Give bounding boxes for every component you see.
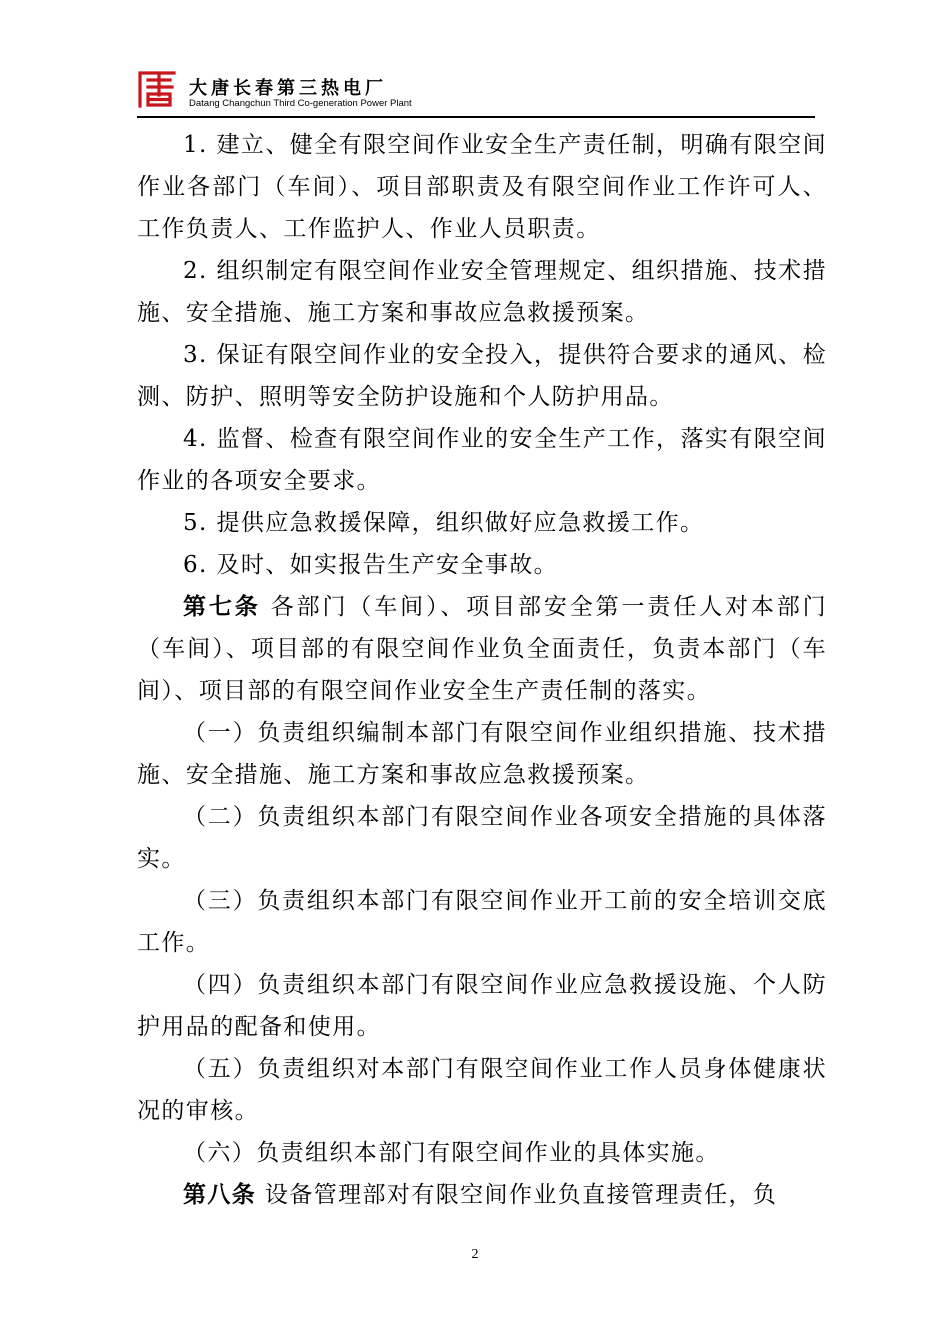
paragraph [137,880,827,964]
paragraph-text: （二）负责组织本部门有限空间作业各项安全措施的具体落实。 [137,804,827,872]
paragraph-text: （三）负责组织本部门有限空间作业开工前的安全培训交底工作。 [137,888,827,956]
article-heading: 第七条 [183,594,261,620]
paragraph [137,250,827,334]
paragraph-text: （五）负责组织对本部门有限空间作业工作人员身体健康状况的审核。 [137,1056,827,1124]
paragraph [137,502,827,544]
paragraph [137,712,827,796]
company-name-en: Datang Changchun Third Co-generation Power Plant [189,98,412,109]
paragraph-text: 3. 保证有限空间作业的安全投入，提供符合要求的通风、检测、防护、照明等安全防护设施和个人防护用品。 [137,342,827,410]
page-header [137,66,815,118]
paragraph-text: （一）负责组织编制本部门有限空间作业组织措施、技术措施、安全措施、施工方案和事故应急救援预案。 [137,720,827,788]
paragraph-text: 4. 监督、检查有限空间作业的安全生产工作，落实有限空间作业的各项安全要求。 [137,426,827,494]
paragraph-text: （六）负责组织本部门有限空间作业的具体实施。 [183,1140,720,1166]
paragraph-text: 1. 建立、健全有限空间作业安全生产责任制，明确有限空间作业各部门（车间）、项目部职责及有限空间作业工作许可人、工作负责人、工作监护人、作业人员职责。 [137,132,827,242]
paragraph [137,124,827,250]
paragraph-text: 设备管理部对有限空间作业负直接管理责任，负 [256,1182,778,1208]
paragraph [137,1048,827,1132]
paragraph-text: 2. 组织制定有限空间作业安全管理规定、组织措施、技术措施、安全措施、施工方案和事故应急救援预案。 [137,258,827,326]
paragraph [137,334,827,418]
paragraph [137,418,827,502]
article-paragraph [137,1174,827,1216]
article-paragraph [137,586,827,712]
paragraph [137,964,827,1048]
paragraph [137,544,827,586]
paragraph-text: （四）负责组织本部门有限空间作业应急救援设施、个人防护用品的配备和使用。 [137,972,827,1040]
header-divider [137,116,815,118]
paragraph [137,796,827,880]
paragraph [137,1132,827,1174]
paragraph-text: 6. 及时、如实报告生产安全事故。 [183,552,559,578]
document-body [137,124,827,1216]
page-number: 2 [471,1247,479,1262]
paragraph-text: 各部门（车间）、项目部安全第一责任人对本部门（车间）、项目部的有限空间作业负全面责任，负责本部门（车间）、项目部的有限空间作业安全生产责任制的落实。 [137,594,828,704]
datang-logo-icon [137,70,177,108]
company-name-cn: 大唐长春第三热电厂 [189,78,387,99]
article-heading: 第八条 [183,1182,257,1208]
paragraph-text: 5. 提供应急救援保障，组织做好应急救援工作。 [183,510,705,536]
